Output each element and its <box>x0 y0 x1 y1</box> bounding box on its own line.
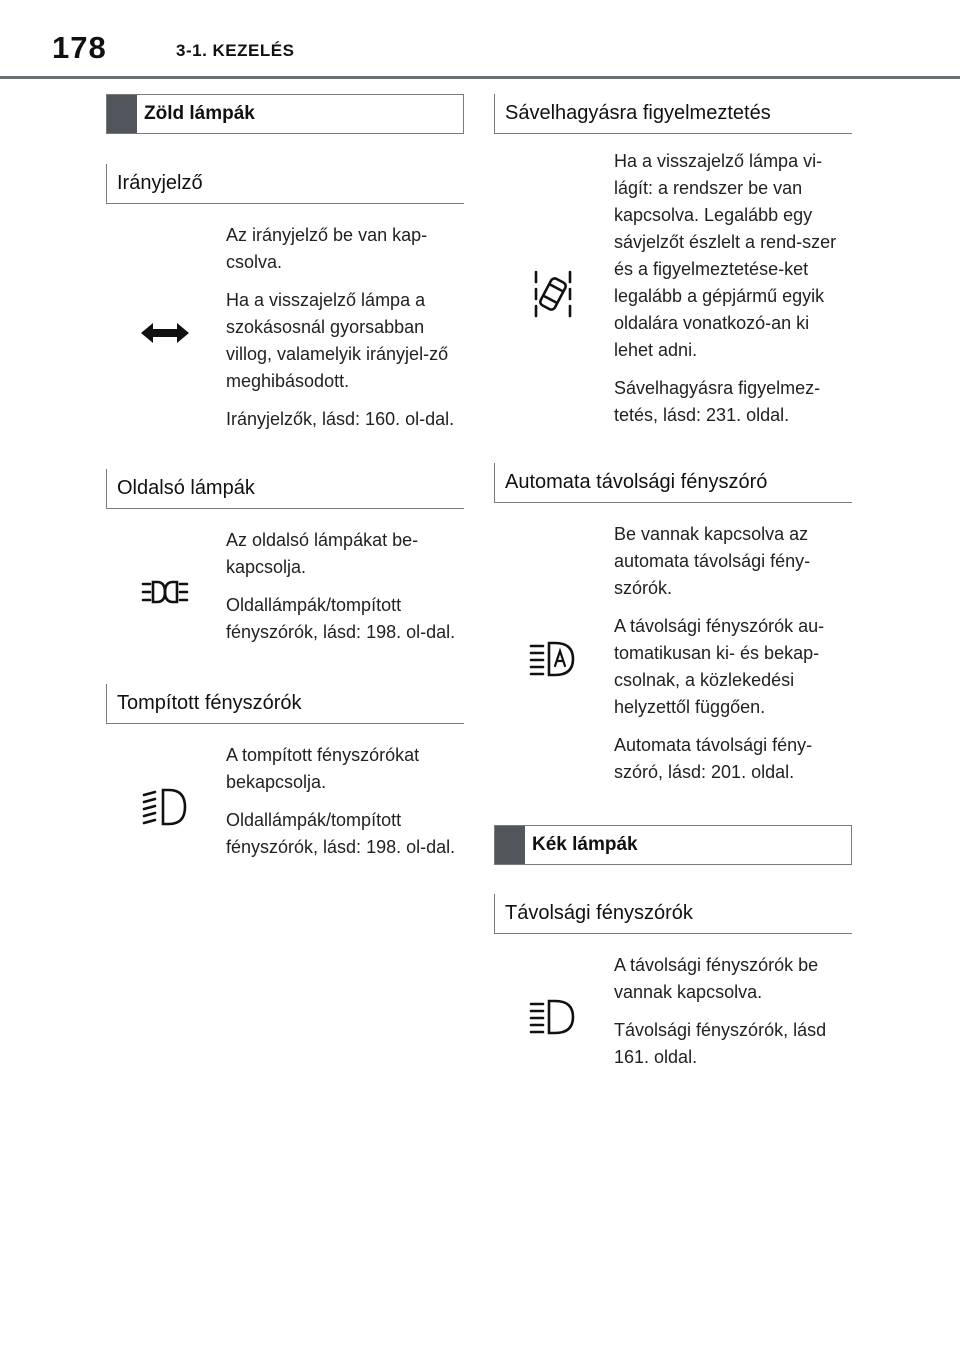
paragraph: Az irányjelző be van kap-csolva. <box>226 225 428 272</box>
category-title: Kék lámpák <box>532 834 638 855</box>
indicator-item-low-beam <box>106 742 464 872</box>
category-bar <box>107 95 137 133</box>
category-box-blue <box>494 825 852 865</box>
turn-signal-icon <box>106 222 224 444</box>
paragraph: Automata távolsági fény-szóró, lásd: 201. oldal. <box>614 735 813 782</box>
paragraph: Oldallámpák/tompított fényszórók, lásd: 198. ol-dal. <box>226 595 456 642</box>
paragraph: Távolsági fényszórók, lásd 161. oldal. <box>614 1020 827 1067</box>
category-box-green <box>106 94 464 134</box>
indicator-item-side-lights <box>106 527 464 657</box>
section-title-high-beam: Távolsági fényszórók <box>494 894 852 934</box>
paragraph: Irányjelzők, lásd: 160. ol-dal. <box>226 409 455 429</box>
category-bar <box>495 826 525 864</box>
left-column <box>106 94 464 872</box>
indicator-item-lane-departure <box>494 148 852 440</box>
low-beam-icon <box>106 742 224 872</box>
category-title: Zöld lámpák <box>144 103 255 124</box>
lane-departure-icon <box>494 148 612 440</box>
section-title-side-lights: Oldalsó lámpák <box>106 469 464 509</box>
paragraph: Ha a visszajelző lámpa a szokásosnál gyorsabban villog, valamelyik irányjel-ző meghibásodott. <box>226 290 449 391</box>
paragraph: Az oldalsó lámpákat be-kapcsolja. <box>226 530 419 577</box>
paragraph: Be vannak kapcsolva az automata távolsági fény-szórók. <box>614 524 811 598</box>
section-title-auto-high-beam: Automata távolsági fényszóró <box>494 463 852 503</box>
paragraph: A távolsági fényszórók au-tomatikusan ki- és bekap-csolnak, a közlekedési helyzettől függően. <box>614 616 825 717</box>
section-title-turn-signal: Irányjelző <box>106 164 464 204</box>
page-number: 178 <box>52 30 107 65</box>
header-rule <box>0 76 960 79</box>
right-column <box>494 94 852 1082</box>
paragraph: A távolsági fényszórók be vannak kapcsolva. <box>614 955 819 1002</box>
indicator-item-high-beam <box>494 952 852 1082</box>
paragraph: Ha a visszajelző lámpa vi-lágít: a rendszer be van kapcsolva. Legalább egy sávjelzőt észlelt a rend-szer és a figyelmeztetése-ket legalább a gépjármű egyik oldalára vonatkozó-an ki lehet adni. <box>614 151 837 360</box>
auto-high-beam-icon <box>494 521 612 797</box>
section-title-low-beam: Tompított fényszórók <box>106 684 464 724</box>
section-title-lane-departure: Sávelhagyásra figyelmeztetés <box>494 94 852 134</box>
paragraph: A tompított fényszórókat bekapcsolja. <box>226 745 420 792</box>
high-beam-icon <box>494 952 612 1082</box>
indicator-item-turn-signal <box>106 222 464 444</box>
paragraph: Sávelhagyásra figyelmez-tetés, lásd: 231. oldal. <box>614 378 821 425</box>
side-lights-icon <box>106 527 224 657</box>
indicator-item-auto-high-beam <box>494 521 852 797</box>
chapter-title: 3-1. KEZELÉS <box>176 41 295 60</box>
paragraph: Oldallámpák/tompított fényszórók, lásd: 198. ol-dal. <box>226 810 456 857</box>
